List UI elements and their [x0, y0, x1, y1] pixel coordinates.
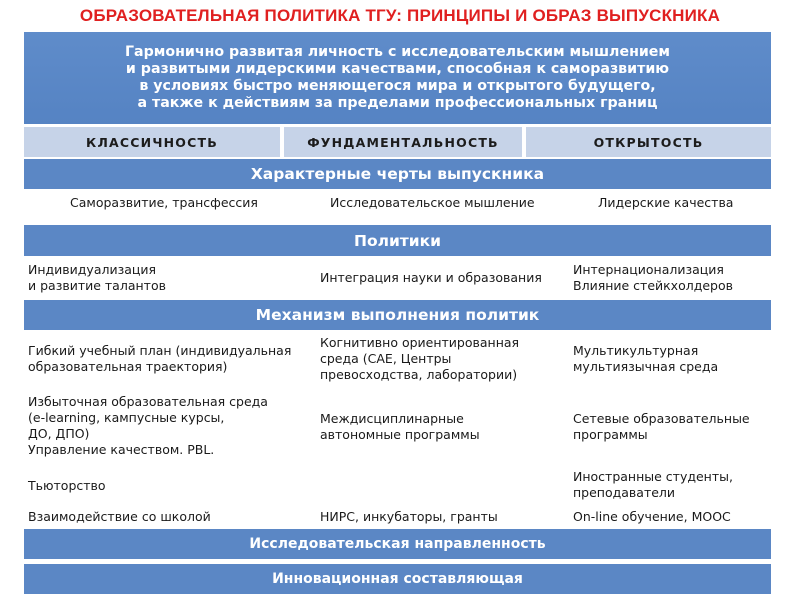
section-heading-mechanism: Механизм выполнения политик	[24, 300, 771, 330]
profile-line: и развитыми лидерскими качествами, способная к саморазвитию	[125, 61, 670, 77]
page-title: ОБРАЗОВАТЕЛЬНАЯ ПОЛИТИКА ТГУ: ПРИНЦИПЫ И ОБРАЗ ВЫПУСКНИКА	[79, 6, 721, 25]
policy-line: Индивидуализация	[28, 262, 157, 277]
policy-cell	[28, 262, 166, 294]
mechanism-cell: НИРС, инкубаторы, гранты	[320, 509, 498, 524]
mechanism-line: преподаватели	[573, 485, 676, 500]
policy-line: и развитие талантов	[28, 278, 166, 293]
mechanism-line: Мультикультурная	[573, 343, 699, 358]
mechanism-line: превосходства, лаборатории)	[320, 367, 518, 382]
research-orientation-banner: Исследовательская направленность	[24, 529, 771, 559]
mechanism-line: Междисциплинарные	[320, 411, 464, 426]
mechanism-cell	[28, 343, 291, 375]
mechanism-cell: Тьюторство	[28, 478, 106, 493]
mechanism-cell: On-line обучение, МООС	[573, 509, 731, 524]
column-header-classicality: КЛАССИЧНОСТЬ	[24, 127, 280, 157]
mechanism-cell	[573, 469, 733, 501]
mechanism-cell	[573, 411, 750, 443]
column-header-openness: ОТКРЫТОСТЬ	[526, 127, 771, 157]
policy-line: Интернационализация	[573, 262, 724, 277]
policy-line: Влияние стейкхолдеров	[573, 278, 734, 293]
profile-line: в условиях быстро меняющегося мира и открытого будущего,	[139, 78, 656, 94]
section-heading-policies: Политики	[24, 225, 771, 256]
column-header-fundamentality: ФУНДАМЕНТАЛЬНОСТЬ	[284, 127, 522, 157]
mechanism-cell	[28, 394, 268, 458]
mechanism-cell	[320, 335, 519, 383]
mechanism-line: Иностранные студенты,	[573, 469, 733, 484]
trait-cell: Саморазвитие, трансфессия	[70, 195, 258, 210]
mechanism-line: Сетевые образовательные	[573, 411, 750, 426]
profile-line: а также к действиям за пределами профессиональных границ	[137, 95, 658, 111]
graduate-profile-banner	[24, 32, 771, 124]
mechanism-line: ДО, ДПО)	[28, 426, 90, 441]
mechanism-cell: Взаимодействие со школой	[28, 509, 211, 524]
mechanism-line: образовательная траектория)	[28, 359, 228, 374]
mechanism-cell	[573, 343, 718, 375]
mechanism-line: Управление качеством. PBL.	[28, 442, 215, 457]
policy-cell	[573, 262, 733, 294]
trait-cell: Лидерские качества	[598, 195, 734, 210]
principles-header	[24, 127, 771, 157]
mechanism-line: Гибкий учебный план (индивидуальная	[28, 343, 292, 358]
mechanism-cell	[320, 411, 480, 443]
profile-line: Гармонично развитая личность с исследовательским мышлением	[124, 44, 671, 60]
mechanism-line: Избыточная образовательная среда	[28, 394, 268, 409]
mechanism-line: мультиязычная среда	[573, 359, 719, 374]
mechanism-line: программы	[573, 427, 648, 442]
mechanism-line: среда (САЕ, Центры	[320, 351, 452, 366]
innovation-component-banner: Инновационная составляющая	[24, 564, 771, 594]
section-heading-traits: Характерные черты выпускника	[24, 159, 771, 189]
mechanism-line: автономные программы	[320, 427, 480, 442]
mechanism-line: Когнитивно ориентированная	[320, 335, 520, 350]
trait-cell: Исследовательское мышление	[330, 195, 535, 210]
policy-cell: Интеграция науки и образования	[320, 270, 542, 285]
mechanism-line: (e-learning, кампусные курсы,	[28, 410, 225, 425]
